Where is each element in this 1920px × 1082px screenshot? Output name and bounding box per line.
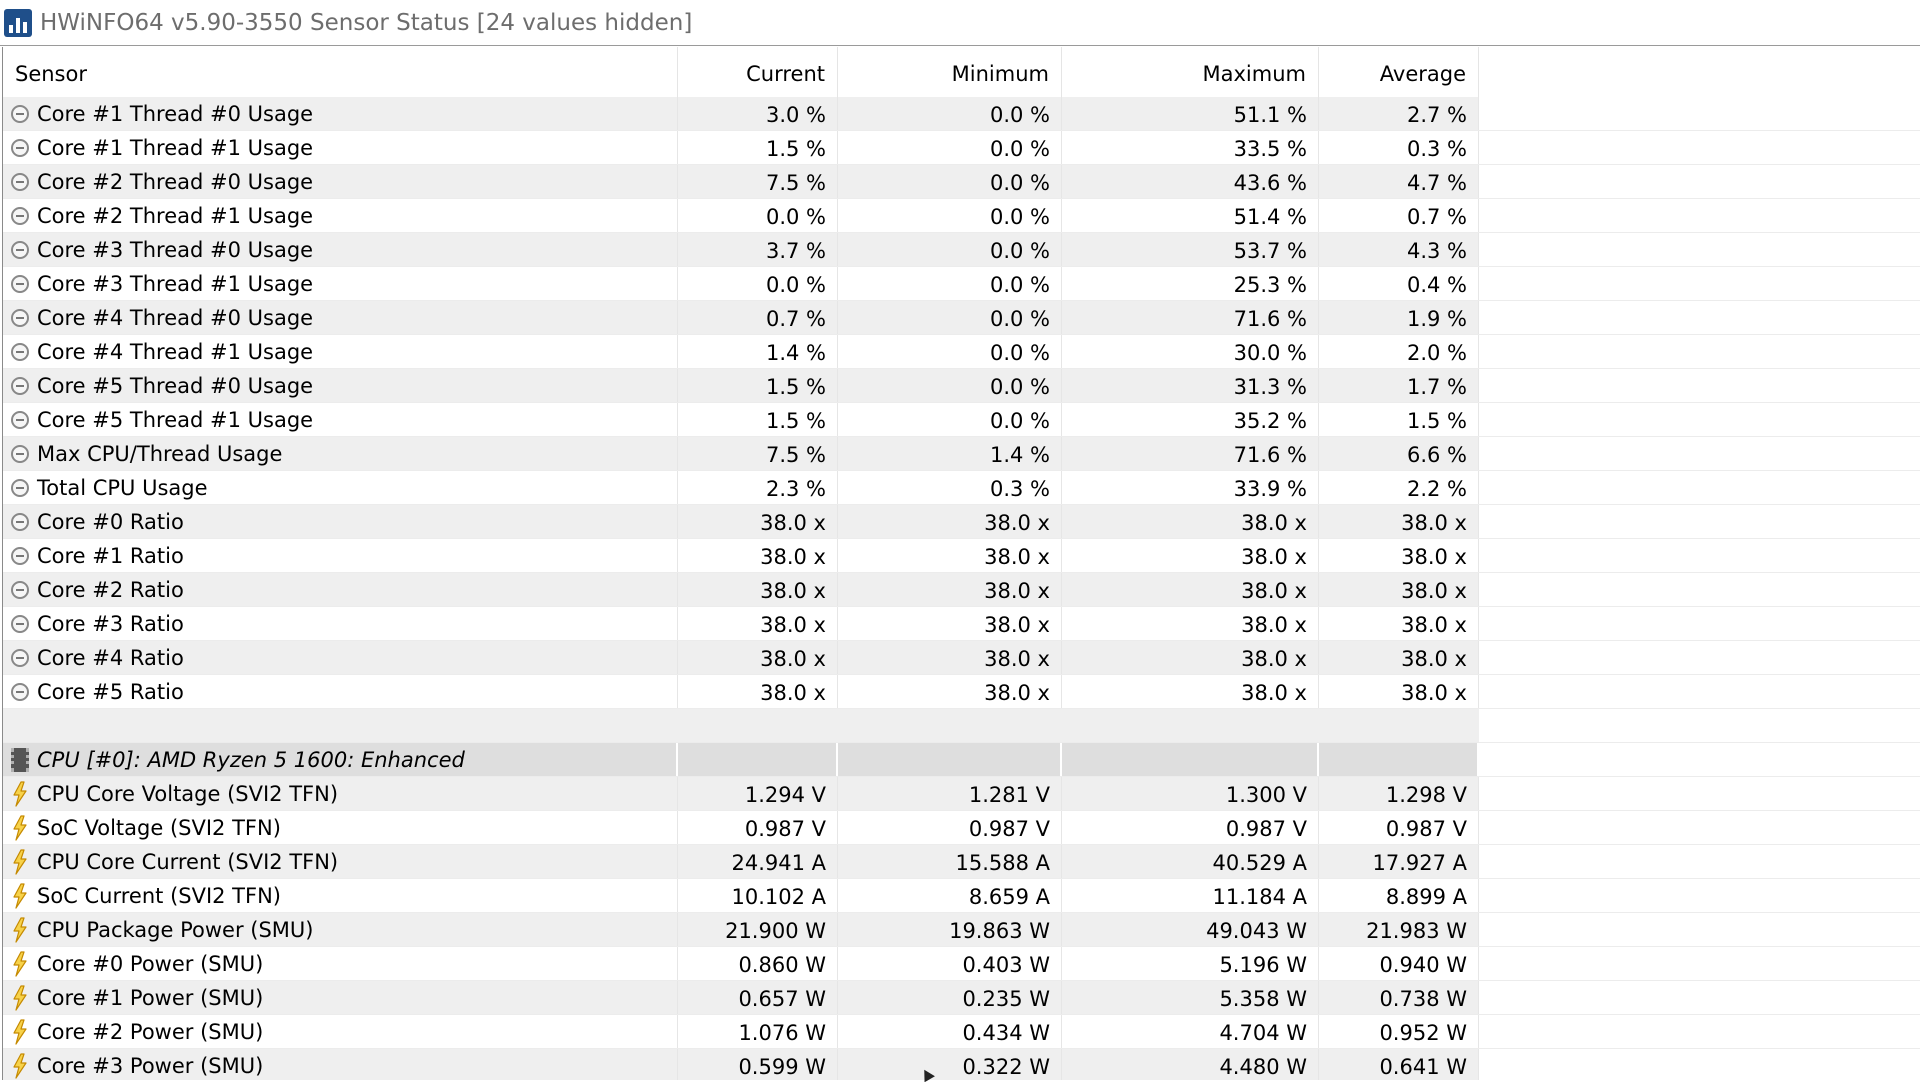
minimum-value-cell: 0.0 %: [838, 335, 1062, 368]
sensor-name-cell: [3, 879, 678, 912]
sensor-label: SoC Current (SVI2 TFN): [37, 883, 281, 908]
clock-sensor-icon: [11, 241, 29, 259]
sensor-label: Core #4 Thread #1 Usage: [37, 339, 314, 364]
sensor-row[interactable]: [3, 981, 1920, 1015]
maximum-value-cell: 71.6 %: [1062, 301, 1319, 334]
average-value-cell: 0.4 %: [1319, 267, 1479, 300]
average-value-cell: 4.7 %: [1319, 165, 1479, 198]
column-header-sensor[interactable]: Sensor: [3, 47, 678, 97]
clock-sensor-icon: [11, 309, 29, 327]
minimum-value-cell: 38.0 x: [838, 573, 1062, 606]
sensor-group-row[interactable]: [3, 743, 1920, 777]
sensor-name-cell: [3, 1049, 678, 1080]
sensor-rows: [3, 97, 1920, 1080]
current-value-cell: 10.102 A: [678, 879, 838, 912]
sensor-label: Core #5 Ratio: [37, 679, 184, 704]
clock-sensor-icon: [11, 343, 29, 361]
column-header-current[interactable]: Current: [678, 47, 838, 97]
maximum-value-cell: 38.0 x: [1062, 539, 1319, 572]
sensor-name-cell: [3, 233, 678, 266]
minimum-value-cell: 0.0 %: [838, 233, 1062, 266]
sensor-row[interactable]: [3, 267, 1920, 301]
average-value-cell: 0.641 W: [1319, 1049, 1479, 1080]
lightning-bolt-icon: [11, 1053, 29, 1079]
sensor-row[interactable]: [3, 879, 1920, 913]
minimum-value-cell: 0.235 W: [838, 981, 1062, 1014]
maximum-value-cell: 25.3 %: [1062, 267, 1319, 300]
average-value-cell: 38.0 x: [1319, 505, 1479, 538]
sensor-label: Core #1 Thread #0 Usage: [37, 101, 314, 126]
sensor-row[interactable]: [3, 845, 1920, 879]
current-value-cell: 38.0 x: [678, 607, 838, 640]
average-value-cell: 1.298 V: [1319, 777, 1479, 810]
sensor-label: Core #2 Ratio: [37, 577, 184, 602]
average-value-cell: 0.987 V: [1319, 811, 1479, 844]
average-value-cell: 0.3 %: [1319, 131, 1479, 164]
sensor-name-cell: [3, 539, 678, 572]
current-value-cell: 7.5 %: [678, 437, 838, 470]
maximum-value-cell: 1.300 V: [1062, 777, 1319, 810]
sensor-row[interactable]: [3, 573, 1920, 607]
column-header-maximum[interactable]: Maximum: [1062, 47, 1319, 97]
clock-sensor-icon: [11, 139, 29, 157]
clock-sensor-icon: [11, 275, 29, 293]
window-title: HWiNFO64 v5.90-3550 Sensor Status [24 values hidden]: [40, 9, 693, 36]
sensor-row[interactable]: [3, 1049, 1920, 1080]
sensor-label: Core #5 Thread #0 Usage: [37, 373, 314, 398]
current-value-cell: 7.5 %: [678, 165, 838, 198]
sensor-name-cell: [3, 267, 678, 300]
lightning-bolt-icon: [11, 917, 29, 943]
sensor-row[interactable]: [3, 437, 1920, 471]
maximum-value-cell: 30.0 %: [1062, 335, 1319, 368]
sensor-row[interactable]: [3, 335, 1920, 369]
average-value-cell: 8.899 A: [1319, 879, 1479, 912]
sensor-label: Core #1 Ratio: [37, 543, 184, 568]
sensor-row[interactable]: [3, 233, 1920, 267]
sensor-name-cell: [3, 811, 678, 844]
sensor-name-cell: [3, 1015, 678, 1048]
sensor-label: Core #5 Thread #1 Usage: [37, 407, 314, 432]
minimum-value-cell: 0.434 W: [838, 1015, 1062, 1048]
maximum-value-cell: 33.9 %: [1062, 471, 1319, 504]
current-value-cell: 0.7 %: [678, 301, 838, 334]
sensor-label: Core #3 Thread #1 Usage: [37, 271, 314, 296]
clock-sensor-icon: [11, 581, 29, 599]
maximum-value-cell: 33.5 %: [1062, 131, 1319, 164]
group-empty-cell: [678, 743, 838, 776]
average-value-cell: 0.952 W: [1319, 1015, 1479, 1048]
minimum-value-cell: 38.0 x: [838, 505, 1062, 538]
sensor-name-cell: [3, 845, 678, 878]
current-value-cell: 24.941 A: [678, 845, 838, 878]
sensor-row[interactable]: [3, 471, 1920, 505]
sensor-name-cell: [3, 641, 678, 674]
sensor-name-cell: [3, 199, 678, 232]
average-value-cell: 4.3 %: [1319, 233, 1479, 266]
current-value-cell: 38.0 x: [678, 641, 838, 674]
minimum-value-cell: 0.0 %: [838, 165, 1062, 198]
sensor-label: Core #1 Power (SMU): [37, 985, 264, 1010]
maximum-value-cell: 4.480 W: [1062, 1049, 1319, 1080]
sensor-table[interactable]: [2, 47, 1920, 1080]
average-value-cell: 38.0 x: [1319, 641, 1479, 674]
group-empty-cell: [838, 743, 1062, 776]
current-value-cell: 1.5 %: [678, 131, 838, 164]
current-value-cell: 1.076 W: [678, 1015, 838, 1048]
sensor-label: Core #3 Power (SMU): [37, 1053, 264, 1078]
sensor-row[interactable]: [3, 505, 1920, 539]
current-value-cell: 1.5 %: [678, 369, 838, 402]
sensor-label: Core #2 Thread #1 Usage: [37, 203, 314, 228]
column-header-average[interactable]: Average: [1319, 47, 1479, 97]
current-value-cell: 0.0 %: [678, 267, 838, 300]
sensor-row[interactable]: [3, 539, 1920, 573]
sensor-row[interactable]: [3, 675, 1920, 709]
minimum-value-cell: 0.0 %: [838, 131, 1062, 164]
clock-sensor-icon: [11, 649, 29, 667]
maximum-value-cell: 40.529 A: [1062, 845, 1319, 878]
current-value-cell: 38.0 x: [678, 539, 838, 572]
average-value-cell: 21.983 W: [1319, 913, 1479, 946]
current-value-cell: 21.900 W: [678, 913, 838, 946]
clock-sensor-icon: [11, 377, 29, 395]
maximum-value-cell: 38.0 x: [1062, 641, 1319, 674]
current-value-cell: 3.0 %: [678, 97, 838, 130]
sensor-row[interactable]: [3, 777, 1920, 811]
maximum-value-cell: 35.2 %: [1062, 403, 1319, 436]
sensor-label: Core #3 Ratio: [37, 611, 184, 636]
spacer-cell: [678, 709, 838, 742]
sensor-name-cell: [3, 471, 678, 504]
minimum-value-cell: 38.0 x: [838, 675, 1062, 708]
minimum-value-cell: 0.987 V: [838, 811, 1062, 844]
sensor-label: Core #2 Power (SMU): [37, 1019, 264, 1044]
average-value-cell: 0.738 W: [1319, 981, 1479, 1014]
maximum-value-cell: 71.6 %: [1062, 437, 1319, 470]
clock-sensor-icon: [11, 615, 29, 633]
sensor-label: Max CPU/Thread Usage: [37, 441, 283, 466]
sensor-name-cell: [3, 335, 678, 368]
minimum-value-cell: 0.0 %: [838, 301, 1062, 334]
group-label: CPU [#0]: AMD Ryzen 5 1600: Enhanced: [37, 747, 465, 772]
sensor-row[interactable]: [3, 131, 1920, 165]
group-empty-cell: [1062, 743, 1319, 776]
sensor-label: SoC Voltage (SVI2 TFN): [37, 815, 281, 840]
current-value-cell: 1.4 %: [678, 335, 838, 368]
average-value-cell: 38.0 x: [1319, 675, 1479, 708]
column-header-row: [3, 47, 1479, 98]
maximum-value-cell: 31.3 %: [1062, 369, 1319, 402]
spacer-row: [3, 709, 1920, 743]
sensor-label: CPU Package Power (SMU): [37, 917, 314, 942]
average-value-cell: 38.0 x: [1319, 539, 1479, 572]
current-value-cell: 2.3 %: [678, 471, 838, 504]
maximum-value-cell: 38.0 x: [1062, 607, 1319, 640]
minimum-value-cell: 1.4 %: [838, 437, 1062, 470]
minimum-value-cell: 0.0 %: [838, 97, 1062, 130]
sensor-name-cell: [3, 913, 678, 946]
sensor-label: Core #4 Thread #0 Usage: [37, 305, 314, 330]
minimum-value-cell: 19.863 W: [838, 913, 1062, 946]
sensor-name-cell: [3, 675, 678, 708]
maximum-value-cell: 38.0 x: [1062, 675, 1319, 708]
clock-sensor-icon: [11, 513, 29, 531]
average-value-cell: 1.5 %: [1319, 403, 1479, 436]
average-value-cell: 0.940 W: [1319, 947, 1479, 980]
maximum-value-cell: 5.196 W: [1062, 947, 1319, 980]
current-value-cell: 3.7 %: [678, 233, 838, 266]
current-value-cell: 0.860 W: [678, 947, 838, 980]
minimum-value-cell: 0.322 W: [838, 1049, 1062, 1080]
current-value-cell: 38.0 x: [678, 573, 838, 606]
sensor-name-cell: [3, 607, 678, 640]
lightning-bolt-icon: [11, 781, 29, 807]
minimum-value-cell: 1.281 V: [838, 777, 1062, 810]
clock-sensor-icon: [11, 411, 29, 429]
minimum-value-cell: 0.0 %: [838, 267, 1062, 300]
current-value-cell: 38.0 x: [678, 675, 838, 708]
sensor-label: Core #2 Thread #0 Usage: [37, 169, 314, 194]
clock-sensor-icon: [11, 105, 29, 123]
sensor-name-cell: [3, 437, 678, 470]
minimum-value-cell: 38.0 x: [838, 539, 1062, 572]
sensor-label: CPU Core Current (SVI2 TFN): [37, 849, 339, 874]
maximum-value-cell: 53.7 %: [1062, 233, 1319, 266]
minimum-value-cell: 38.0 x: [838, 641, 1062, 674]
clock-sensor-icon: [11, 445, 29, 463]
maximum-value-cell: 4.704 W: [1062, 1015, 1319, 1048]
maximum-value-cell: 51.1 %: [1062, 97, 1319, 130]
average-value-cell: 1.9 %: [1319, 301, 1479, 334]
sensor-row[interactable]: [3, 641, 1920, 675]
sensor-row[interactable]: [3, 403, 1920, 437]
lightning-bolt-icon: [11, 815, 29, 841]
group-name-cell: [3, 743, 678, 776]
sensor-row[interactable]: [3, 199, 1920, 233]
maximum-value-cell: 0.987 V: [1062, 811, 1319, 844]
cpu-chip-icon: [11, 748, 29, 772]
sensor-row[interactable]: [3, 607, 1920, 641]
sensor-name-cell: [3, 165, 678, 198]
sensor-row[interactable]: [3, 301, 1920, 335]
clock-sensor-icon: [11, 547, 29, 565]
sensor-label: Core #1 Thread #1 Usage: [37, 135, 314, 160]
sensor-name-cell: [3, 301, 678, 334]
average-value-cell: 1.7 %: [1319, 369, 1479, 402]
average-value-cell: 2.7 %: [1319, 97, 1479, 130]
spacer-cell: [3, 709, 678, 742]
maximum-value-cell: 51.4 %: [1062, 199, 1319, 232]
spacer-cell: [838, 709, 1062, 742]
sensor-label: Core #3 Thread #0 Usage: [37, 237, 314, 262]
maximum-value-cell: 49.043 W: [1062, 913, 1319, 946]
sensor-row[interactable]: [3, 947, 1920, 981]
sensor-label: Core #4 Ratio: [37, 645, 184, 670]
maximum-value-cell: 38.0 x: [1062, 573, 1319, 606]
minimum-value-cell: 8.659 A: [838, 879, 1062, 912]
average-value-cell: 17.927 A: [1319, 845, 1479, 878]
current-value-cell: 0.599 W: [678, 1049, 838, 1080]
sensor-name-cell: [3, 505, 678, 538]
sensor-name-cell: [3, 947, 678, 980]
average-value-cell: 2.2 %: [1319, 471, 1479, 504]
sensor-name-cell: [3, 131, 678, 164]
sensor-name-cell: [3, 777, 678, 810]
column-header-minimum[interactable]: Minimum: [838, 47, 1062, 97]
minimum-value-cell: 0.0 %: [838, 199, 1062, 232]
sensor-label: Core #0 Ratio: [37, 509, 184, 534]
sensor-row[interactable]: [3, 913, 1920, 947]
minimum-value-cell: 15.588 A: [838, 845, 1062, 878]
average-value-cell: 2.0 %: [1319, 335, 1479, 368]
maximum-value-cell: 43.6 %: [1062, 165, 1319, 198]
sensor-label: Total CPU Usage: [37, 475, 208, 500]
current-value-cell: 0.657 W: [678, 981, 838, 1014]
maximum-value-cell: 38.0 x: [1062, 505, 1319, 538]
maximum-value-cell: 5.358 W: [1062, 981, 1319, 1014]
clock-sensor-icon: [11, 207, 29, 225]
title-bar[interactable]: [0, 0, 1920, 46]
lightning-bolt-icon: [11, 883, 29, 909]
minimum-value-cell: 0.0 %: [838, 369, 1062, 402]
average-value-cell: 38.0 x: [1319, 607, 1479, 640]
sensor-name-cell: [3, 403, 678, 436]
sensor-row[interactable]: [3, 811, 1920, 845]
average-value-cell: 38.0 x: [1319, 573, 1479, 606]
current-value-cell: 0.987 V: [678, 811, 838, 844]
hwinfo-app-icon[interactable]: [4, 9, 32, 37]
minimum-value-cell: 0.0 %: [838, 403, 1062, 436]
sensor-name-cell: [3, 97, 678, 130]
lightning-bolt-icon: [11, 951, 29, 977]
lightning-bolt-icon: [11, 1019, 29, 1045]
clock-sensor-icon: [11, 683, 29, 701]
clock-sensor-icon: [11, 173, 29, 191]
average-value-cell: 6.6 %: [1319, 437, 1479, 470]
sensor-name-cell: [3, 573, 678, 606]
sensor-name-cell: [3, 369, 678, 402]
lightning-bolt-icon: [11, 849, 29, 875]
current-value-cell: 1.294 V: [678, 777, 838, 810]
spacer-cell: [1319, 709, 1479, 742]
lightning-bolt-icon: [11, 985, 29, 1011]
average-value-cell: 0.7 %: [1319, 199, 1479, 232]
sensor-label: Core #0 Power (SMU): [37, 951, 264, 976]
sensor-label: CPU Core Voltage (SVI2 TFN): [37, 781, 339, 806]
group-empty-cell: [1319, 743, 1479, 776]
maximum-value-cell: 11.184 A: [1062, 879, 1319, 912]
sensor-row[interactable]: [3, 165, 1920, 199]
minimum-value-cell: 38.0 x: [838, 607, 1062, 640]
current-value-cell: 1.5 %: [678, 403, 838, 436]
sensor-row[interactable]: [3, 1015, 1920, 1049]
minimum-value-cell: 0.403 W: [838, 947, 1062, 980]
current-value-cell: 0.0 %: [678, 199, 838, 232]
sensor-name-cell: [3, 981, 678, 1014]
sensor-row[interactable]: [3, 97, 1920, 131]
current-value-cell: 38.0 x: [678, 505, 838, 538]
sensor-row[interactable]: [3, 369, 1920, 403]
clock-sensor-icon: [11, 479, 29, 497]
spacer-cell: [1062, 709, 1319, 742]
minimum-value-cell: 0.3 %: [838, 471, 1062, 504]
